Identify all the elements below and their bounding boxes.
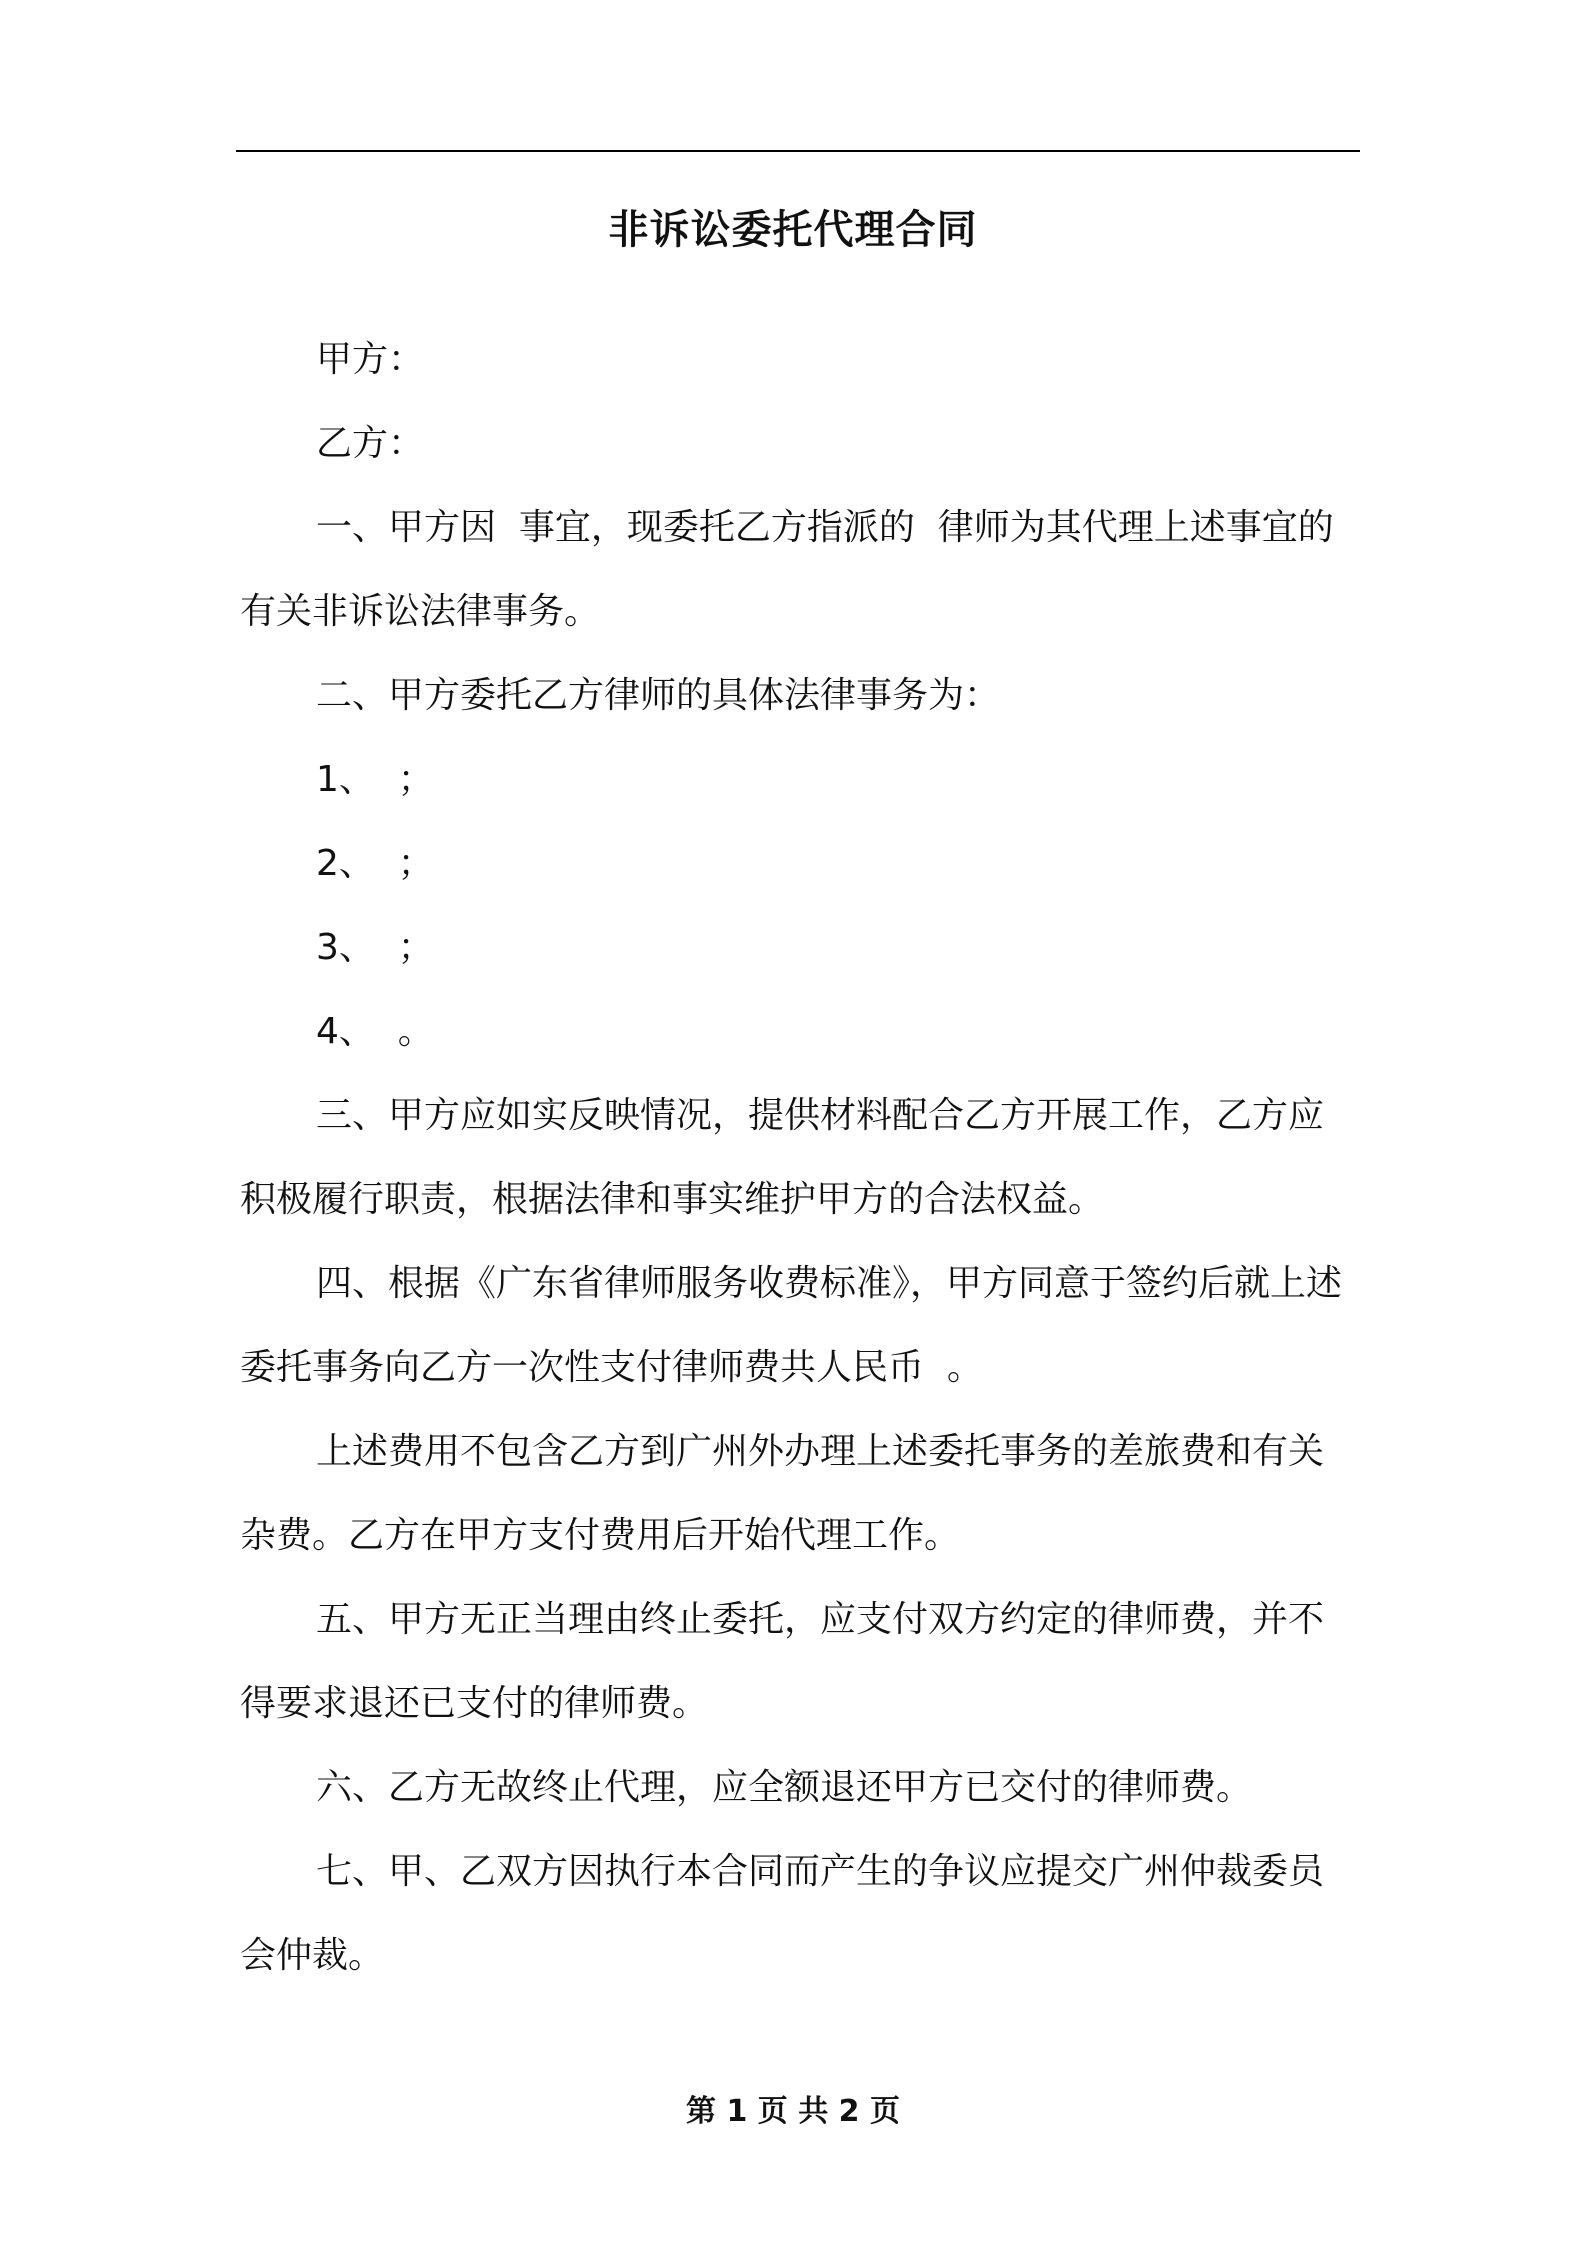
header-rule	[236, 150, 1360, 152]
document-title: 非诉讼委托代理合同	[608, 207, 978, 253]
party-b-line: 乙方：	[316, 423, 425, 464]
document-body	[240, 318, 1356, 1998]
clause-4-note: 上述费用不包含乙方到广州外办理上述委托事务的差旅费和有关杂费。乙方在甲方支付费用后开始代理工作。	[240, 1431, 1325, 1556]
clause-2: 二、甲方委托乙方律师的具体法律事务为：	[316, 675, 1001, 716]
clause-4: 四、根据《广东省律师服务收费标准》，甲方同意于签约后就上述委托事务向乙方一次性支付律师费共人民币 。	[240, 1263, 1343, 1388]
clause-3: 三、甲方应如实反映情况，提供材料配合乙方开展工作，乙方应积极履行职责，根据法律和事实维护甲方的合法权益。	[240, 1095, 1325, 1220]
list-item-2: 2、 ；	[316, 843, 434, 884]
list-item-3: 3、 ；	[316, 927, 434, 968]
page-footer: 第 1 页 共 2 页	[686, 2094, 900, 2129]
list-item-1: 1、 ；	[316, 759, 434, 800]
party-a-line: 甲方：	[316, 339, 425, 380]
clause-6: 六、乙方无故终止代理，应全额退还甲方已交付的律师费。	[316, 1767, 1253, 1808]
clause-7: 七、甲、乙双方因执行本合同而产生的争议应提交广州仲裁委员会仲裁。	[240, 1851, 1325, 1976]
list-item-4: 4、 。	[316, 1011, 434, 1052]
clause-5: 五、甲方无正当理由终止委托，应支付双方约定的律师费，并不得要求退还已支付的律师费。	[240, 1599, 1325, 1724]
clause-1: 一、甲方因 事宜，现委托乙方指派的 律师为其代理上述事宜的有关非诉讼法律事务。	[240, 507, 1334, 632]
